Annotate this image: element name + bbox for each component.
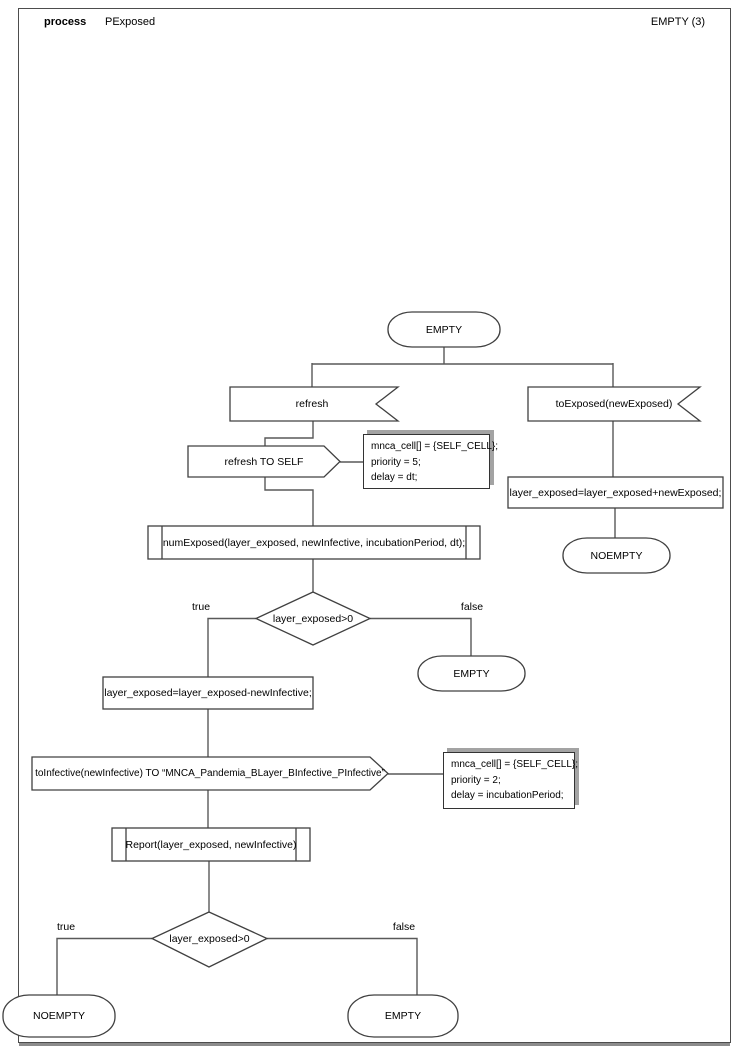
procedure-label-report: Report(layer_exposed, newInfective) bbox=[125, 838, 297, 851]
procedure-label-numexposed: numExposed(layer_exposed, newInfective, incubationPeriod, dt); bbox=[162, 536, 466, 549]
connector-decision2-false bbox=[267, 939, 417, 996]
connector-decision1-false bbox=[370, 619, 471, 657]
state-label-noempty-right: NOEMPTY bbox=[590, 549, 643, 562]
connector-refresh-to-send bbox=[265, 421, 313, 446]
branch-label-false-bottom: false bbox=[392, 920, 416, 933]
branch-label-true-top: true bbox=[191, 600, 211, 613]
comment-box-refresh[interactable] bbox=[363, 434, 499, 489]
output-label-toinfective: toInfective(newInfective) TO “MNCA_Pandemia_BLayer_BInfective_PInfective” bbox=[35, 767, 385, 779]
comment-line: priority = 2; bbox=[451, 774, 501, 786]
input-label-toexposed: toExposed(newExposed) bbox=[555, 398, 673, 410]
state-label-empty-start: EMPTY bbox=[425, 323, 463, 336]
task-label-assign-add: layer_exposed=layer_exposed+newExposed; bbox=[509, 486, 722, 499]
task-label-assign-subtract: layer_exposed=layer_exposed-newInfective; bbox=[104, 687, 312, 699]
input-label-refresh: refresh bbox=[295, 398, 329, 410]
process-name: PExposed bbox=[105, 16, 156, 28]
comment-line: delay = dt; bbox=[371, 472, 418, 483]
connector-decision1-true bbox=[208, 619, 256, 678]
decision-label-top: layer_exposed>0 bbox=[272, 613, 354, 625]
comment-line: priority = 5; bbox=[371, 456, 421, 468]
output-label-refresh-to-self: refresh TO SELF bbox=[224, 455, 304, 468]
connector-decision2-true bbox=[57, 939, 152, 996]
connector-start-branch bbox=[312, 347, 613, 387]
comment-line: mnca_cell[] = {SELF_CELL}; bbox=[451, 759, 579, 770]
process-keyword: process bbox=[44, 16, 87, 28]
comment-line: delay = incubationPeriod; bbox=[451, 790, 564, 801]
connector-send-to-numexposed bbox=[265, 477, 313, 526]
comment-box-toinfective[interactable] bbox=[443, 752, 579, 809]
process-status: EMPTY (3) bbox=[650, 16, 706, 28]
branch-label-true-bottom: true bbox=[56, 920, 76, 933]
comment-line: mnca_cell[] = {SELF_CELL}; bbox=[371, 441, 499, 452]
branch-label-false-top: false bbox=[460, 600, 484, 613]
decision-label-bottom: layer_exposed>0 bbox=[169, 933, 250, 945]
state-label-empty-bottom: EMPTY bbox=[384, 1010, 422, 1022]
state-label-noempty-bottom: NOEMPTY bbox=[33, 1010, 85, 1022]
state-label-empty-false-top: EMPTY bbox=[453, 667, 490, 680]
